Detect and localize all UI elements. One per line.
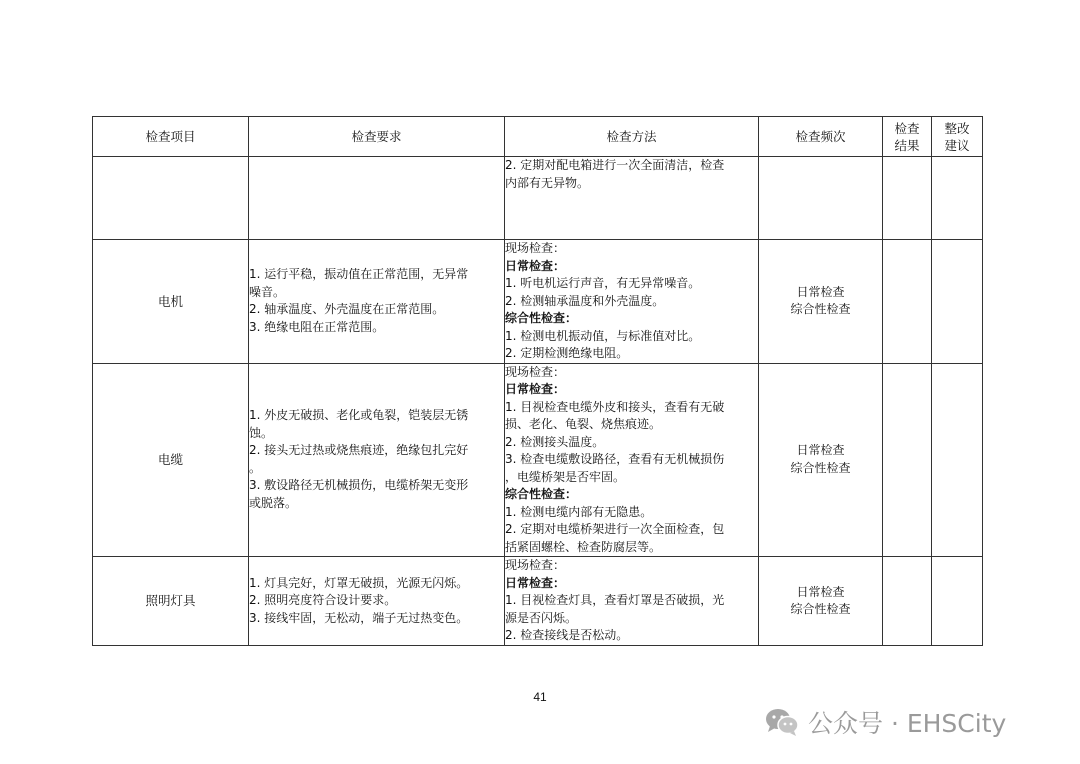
table-row (93, 557, 983, 646)
method-line: 2. 检测轴承温度和外壳温度。 (505, 293, 665, 308)
requirement-line: 2. 轴承温度、外壳温度在正常范围。 (249, 302, 445, 317)
method-line: 源是否闪烁。 (505, 610, 578, 625)
inspection-item-cell: 电缆 (93, 363, 249, 557)
wechat-icon (764, 706, 800, 738)
method-line: 3. 检查电缆敷设路径，查看有无机械损伤 (505, 452, 725, 466)
frequency-cell (759, 157, 883, 240)
requirement-line: 1. 灯具完好，灯罩无破损，光源无闪烁。 (249, 575, 469, 590)
method-line: 1. 检测电缆内部有无隐患。 (505, 504, 653, 519)
requirement-line: 1. 外皮无破损、老化或龟裂，铠装层无锈 (249, 408, 469, 423)
header-cell: 整改 建议 (932, 117, 983, 157)
header-cell: 检查 结果 (883, 117, 932, 157)
frequency-cell (759, 557, 883, 646)
suggestion-cell[interactable] (932, 240, 983, 364)
method-line: 现场检查： (505, 558, 566, 572)
watermark-text: 公众号 · EHSCity (808, 709, 1007, 738)
inspection-item-cell: 电机 (93, 240, 249, 364)
header-cell: 检查要求 (249, 117, 505, 157)
inspection-item-cell (93, 157, 249, 240)
result-cell[interactable] (883, 157, 932, 240)
method-line: 2. 检测接头温度。 (505, 434, 605, 449)
requirement-line: 。 (249, 460, 262, 475)
table-row (93, 363, 983, 557)
method-line: 2. 定期检测绝缘电阻。 (505, 346, 629, 360)
inspection-item-cell: 照明灯具 (93, 557, 249, 646)
requirement-cell (249, 157, 505, 240)
requirement-cell (249, 240, 505, 364)
requirement-line: 3. 敷设路径无机械损伤，电缆桥架无变形 (249, 478, 469, 493)
frequency-line: 综合性检查 (790, 602, 851, 616)
result-cell[interactable] (883, 240, 932, 364)
header-cell: 检查方法 (505, 117, 759, 157)
page-number: 41 (533, 690, 547, 704)
method-line: 2. 检查接线是否松动。 (505, 628, 629, 642)
method-heading: 日常检查： (505, 575, 566, 590)
method-line: 括紧固螺栓、检查防腐层等。 (505, 539, 662, 554)
method-line: 损、老化、龟裂、烧焦痕迹。 (505, 417, 662, 431)
requirement-cell (249, 557, 505, 646)
table-row (93, 157, 983, 240)
suggestion-cell[interactable] (932, 157, 983, 240)
method-line: 内部有无异物。 (505, 175, 590, 190)
method-line: 1. 听电机运行声音，有无异常噪音。 (505, 276, 701, 290)
method-cell (505, 157, 759, 240)
method-line: 现场检查： (505, 364, 566, 379)
method-line: 1. 目视检查电缆外皮和接头，查看有无破 (505, 399, 725, 414)
result-cell[interactable] (883, 363, 932, 557)
method-line: 2. 定期对配电箱进行一次全面清洁，检查 (505, 158, 725, 172)
method-line: 1. 检测电机振动值，与标准值对比。 (505, 328, 701, 343)
method-line: 1. 目视检查灯具，查看灯罩是否破损，光 (505, 593, 725, 607)
requirement-line: 噪音。 (249, 284, 286, 299)
method-heading: 综合性检查： (505, 311, 578, 325)
frequency-line: 日常检查 (796, 284, 845, 299)
requirement-line: 或脱落。 (249, 495, 298, 510)
frequency-line: 综合性检查 (790, 302, 851, 317)
method-line: ，电缆桥架是否牢固。 (505, 469, 626, 484)
frequency-line: 日常检查 (796, 584, 845, 599)
method-heading: 综合性检查： (505, 487, 578, 501)
method-line: 2. 定期对电缆桥架进行一次全面检查，包 (505, 522, 725, 536)
method-cell (505, 557, 759, 646)
result-cell[interactable] (883, 557, 932, 646)
method-cell (505, 363, 759, 557)
method-cell (505, 240, 759, 364)
method-heading: 日常检查： (505, 382, 566, 396)
table-row (93, 240, 983, 364)
requirement-line: 蚀。 (249, 425, 274, 440)
requirement-cell (249, 363, 505, 557)
requirement-line: 2. 照明亮度符合设计要求。 (249, 593, 397, 608)
inspection-table (92, 116, 983, 646)
frequency-cell (759, 363, 883, 557)
header-cell: 检查频次 (759, 117, 883, 157)
suggestion-cell[interactable] (932, 557, 983, 646)
requirement-line: 2. 接头无过热或烧焦痕迹，绝缘包扎完好 (249, 443, 469, 458)
requirement-line: 3. 接线牢固，无松动，端子无过热变色。 (249, 610, 469, 625)
table-header-row (93, 117, 983, 157)
suggestion-cell[interactable] (932, 363, 983, 557)
watermark (764, 700, 1006, 744)
method-heading: 日常检查： (505, 258, 566, 273)
requirement-line: 1. 运行平稳，振动值在正常范围，无异常 (249, 267, 469, 282)
header-cell: 检查项目 (93, 117, 249, 157)
frequency-cell (759, 240, 883, 364)
frequency-line: 日常检查 (796, 443, 845, 458)
requirement-line: 3. 绝缘电阻在正常范围。 (249, 319, 385, 334)
frequency-line: 综合性检查 (790, 460, 851, 475)
method-line: 现场检查： (505, 241, 566, 255)
